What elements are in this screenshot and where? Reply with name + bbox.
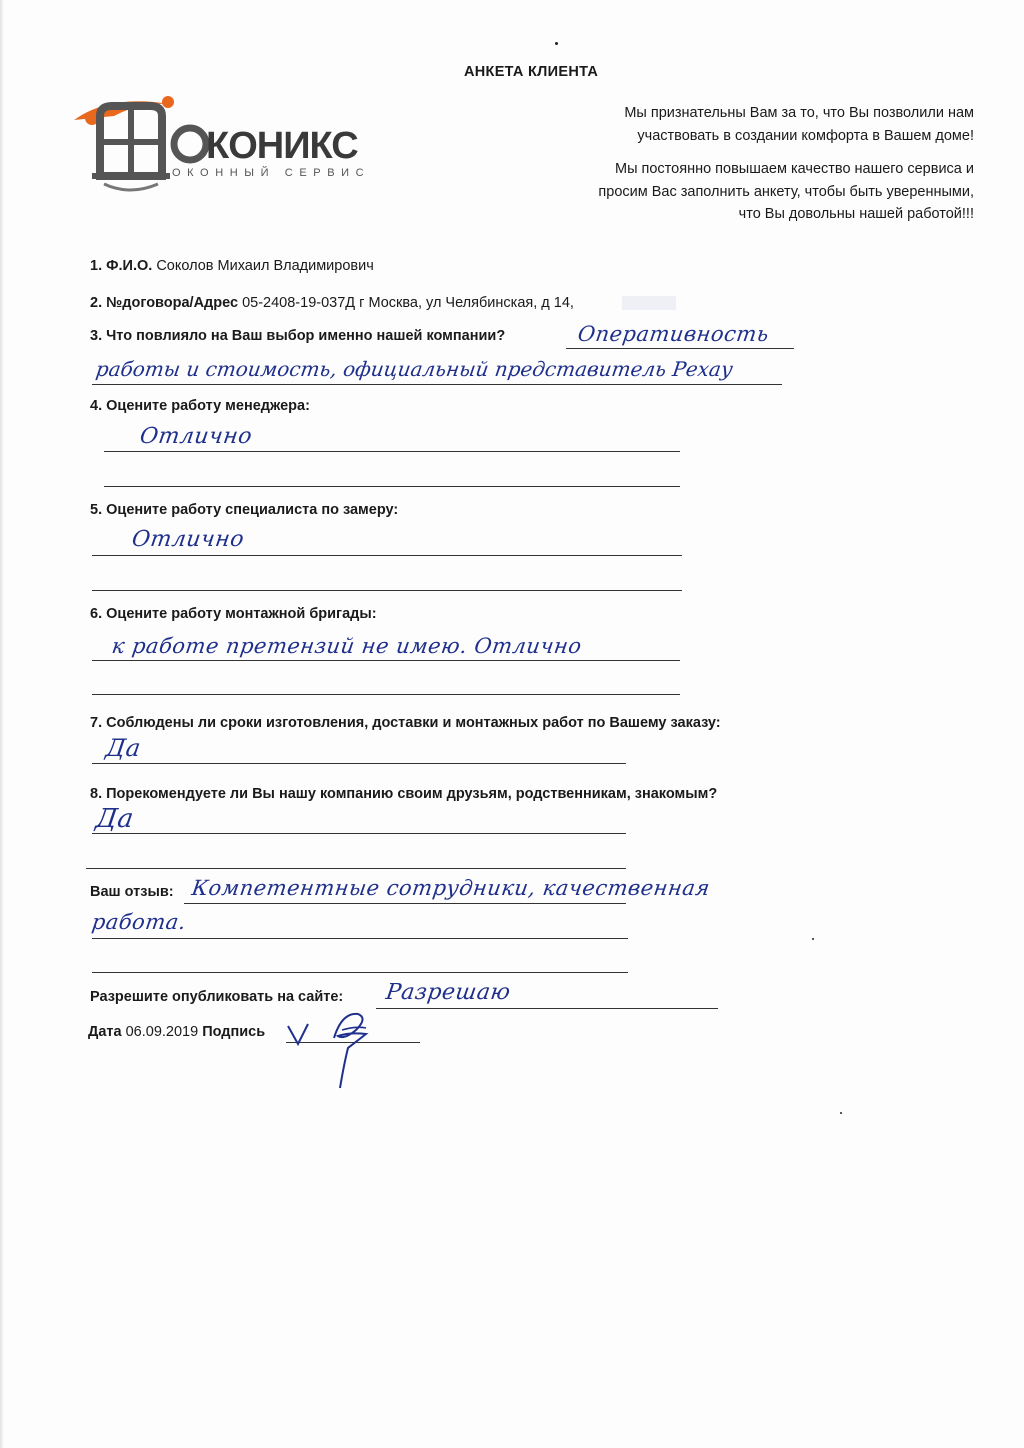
answer-line	[92, 555, 682, 556]
logo-o-icon	[174, 128, 206, 160]
intro-paragraph-1	[514, 102, 974, 147]
q8-label: 8. Порекомендуете ли Вы нашу компанию своим друзьям, родственникам, знакомым?	[90, 786, 718, 802]
q3-label: 3. Что повлияло на Ваш выбор именно нашей компании?	[90, 328, 506, 344]
intro-line: что Вы довольны нашей работой!!!	[738, 206, 974, 222]
q5-answer[interactable]: Отлично	[130, 527, 246, 552]
scan-speck	[840, 1112, 842, 1114]
intro-line: Мы признательны Вам за то, что Вы позволили нам	[624, 105, 974, 121]
answer-line	[184, 903, 626, 904]
answer-line	[566, 348, 794, 349]
answer-line	[92, 938, 628, 939]
answer-line	[86, 868, 626, 869]
q7-label: 7. Соблюдены ли сроки изготовления, доставки и монтажных работ по Вашему заказу:	[90, 715, 721, 731]
answer-line	[92, 833, 626, 834]
q1-row	[90, 258, 374, 274]
intro-line: просим Вас заполнить анкету, чтобы быть уверенными,	[598, 183, 974, 200]
answer-line	[92, 694, 680, 695]
page-edge	[0, 0, 4, 1448]
review-label: Ваш отзыв:	[90, 884, 174, 900]
q2-label: 2. №договора/Адрес	[90, 295, 239, 311]
answer-line	[92, 763, 626, 764]
q2-value[interactable]: 05-2408-19-037Д г Москва, ул Челябинская, д 14,	[242, 295, 574, 311]
q7-answer[interactable]: Да	[104, 734, 143, 762]
redacted-area	[622, 296, 676, 310]
date-label: Дата	[88, 1024, 122, 1040]
q4-label: 4. Оцените работу менеджера:	[90, 398, 310, 414]
q1-label: 1. Ф.И.О.	[90, 258, 153, 274]
scan-speck	[555, 42, 558, 45]
q6-answer[interactable]: к работе претензий не имею. Отлично	[110, 634, 584, 658]
logo-tagline: ОКОННЫЙ СЕРВИС	[172, 167, 371, 179]
logo-brand-text: КОНИКС	[206, 125, 358, 167]
q8-row	[90, 786, 717, 802]
q8-answer[interactable]: Да	[93, 804, 136, 834]
signature-mark[interactable]	[282, 1008, 412, 1092]
answer-line	[376, 1008, 718, 1009]
publish-answer[interactable]: Разрешаю	[384, 980, 513, 1005]
q4-answer[interactable]: Отлично	[138, 424, 254, 449]
logo-figure-head-icon	[162, 96, 174, 108]
q3-row	[90, 328, 505, 344]
company-logo	[70, 92, 400, 202]
scan-speck	[812, 938, 814, 940]
q6-label: 6. Оцените работу монтажной бригады:	[90, 606, 377, 622]
intro-paragraph-2	[514, 158, 974, 226]
q1-value[interactable]: Соколов Михаил Владимирович	[156, 258, 374, 274]
q5-label: 5. Оцените работу специалиста по замеру:	[90, 502, 399, 518]
q7-row	[90, 715, 721, 731]
window-icon	[92, 106, 170, 190]
date-value: 06.09.2019	[125, 1024, 199, 1040]
review-row	[90, 884, 174, 900]
date-signature-row	[88, 1024, 265, 1040]
publish-label: Разрешите опубликовать на сайте:	[90, 989, 344, 1005]
publish-row	[90, 989, 343, 1005]
answer-line	[104, 486, 680, 487]
answer-line	[92, 972, 628, 973]
answer-line	[92, 660, 680, 661]
intro-line: Мы постоянно повышаем качество нашего сервиса и	[614, 161, 974, 177]
q6-row	[90, 606, 377, 622]
intro-line: участвовать в создании комфорта в Вашем доме!	[637, 127, 974, 144]
review-answer-1[interactable]: Компетентные сотрудники, качественная	[190, 876, 712, 900]
review-answer-2[interactable]: работа.	[90, 910, 188, 934]
q4-row	[90, 398, 310, 414]
signature-label: Подпись	[202, 1024, 266, 1040]
answer-line	[92, 590, 682, 591]
form-title: АНКЕТА КЛИЕНТА	[464, 64, 599, 80]
q3-answer-2[interactable]: работы и стоимость, официальный представитель Рехау	[94, 357, 735, 381]
answer-line	[104, 451, 680, 452]
answer-line	[92, 384, 782, 385]
q5-row	[90, 502, 398, 518]
q2-row	[90, 295, 574, 311]
q3-answer-1[interactable]: Оперативность	[576, 322, 771, 346]
